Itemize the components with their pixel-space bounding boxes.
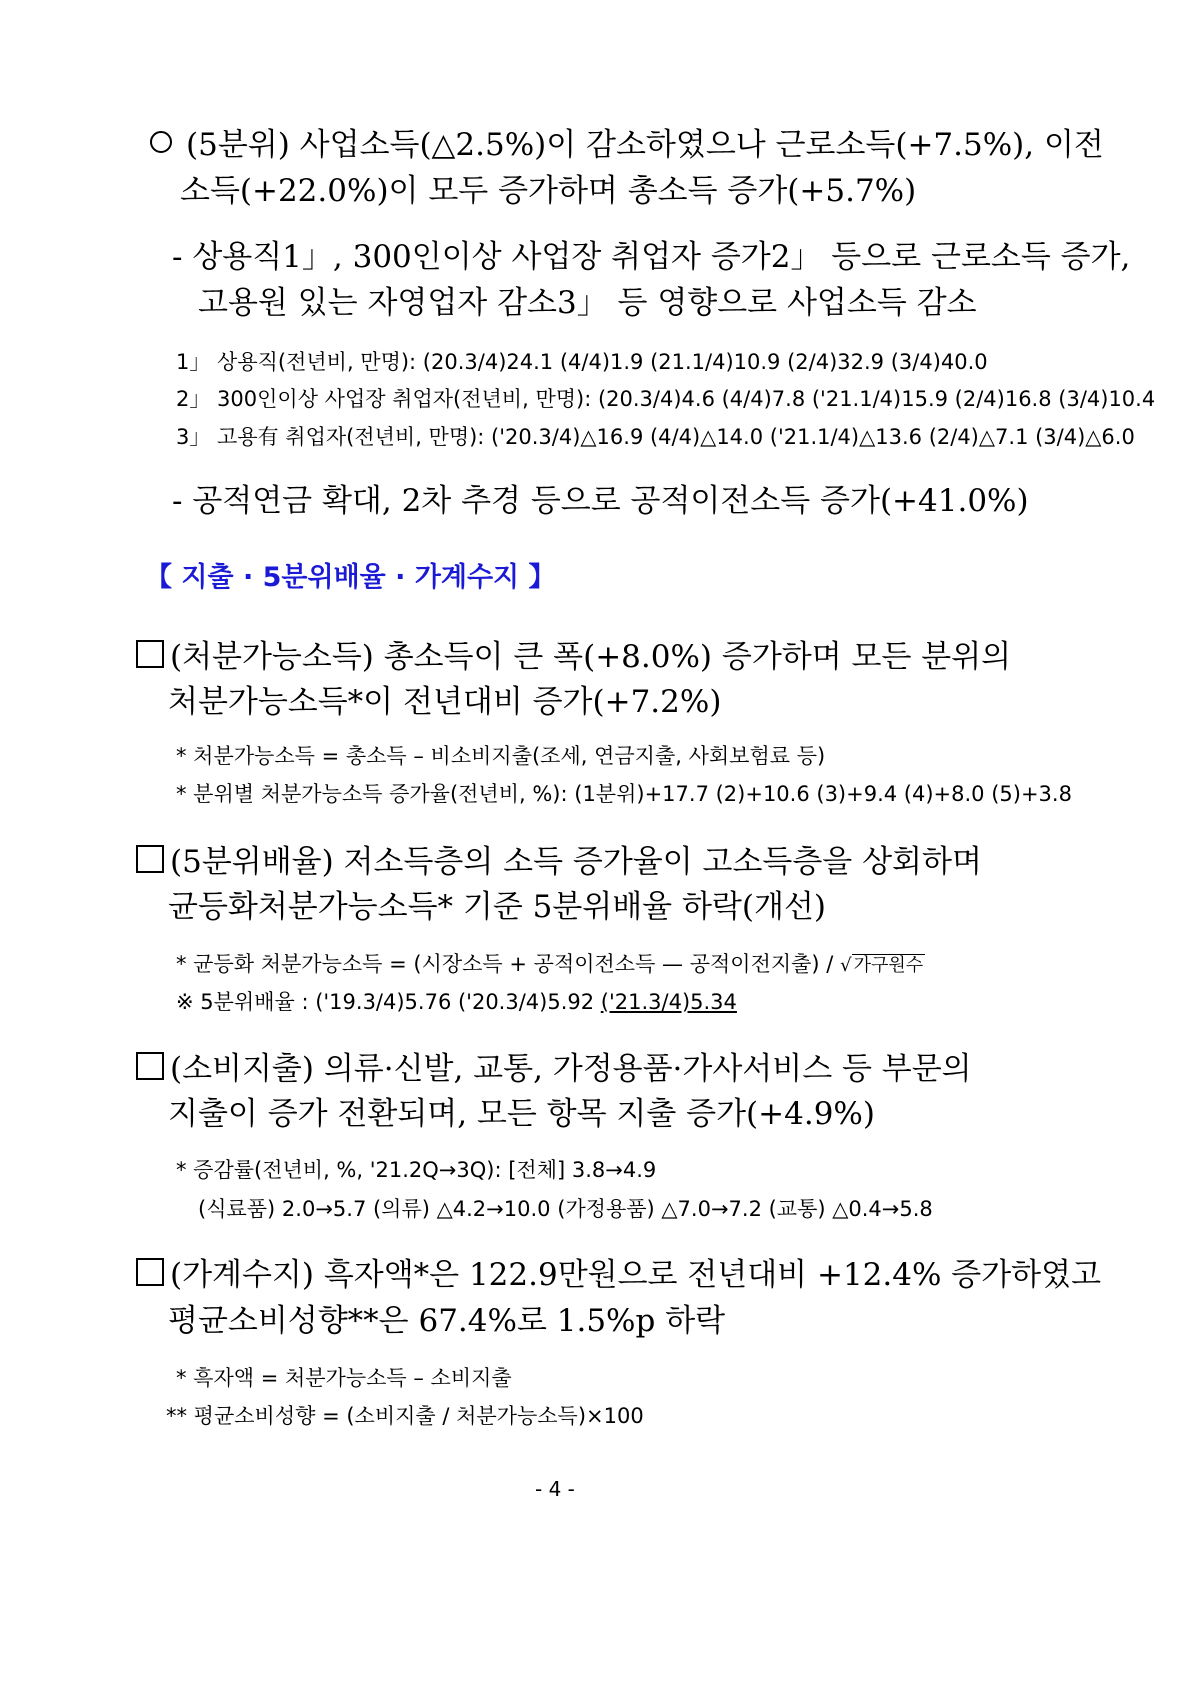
quintile-note-2-underlined: ('21.3/4)5.34: [600, 990, 737, 1014]
quintile-note-2: [176, 990, 737, 1014]
bullet-text: 사업소득(△2.5%)이 감소하였으나 근로소득(+7.5%), 이전: [299, 127, 1104, 163]
spending-note-2: (식료품) 2.0→5.7 (의류) △4.2→10.0 (가정용품) △7.0→7.2 (교통) △0.4→5.8: [198, 1197, 933, 1221]
checkbox-bullet-icon: [136, 1052, 164, 1080]
dash2-line: - 공적연금 확대, 2차 추경 등으로 공적이전소득 증가(+41.0%): [172, 483, 1029, 519]
balance-line1: [136, 1258, 1101, 1294]
bullet-prefix: (5분위): [186, 127, 290, 163]
quintile5-bullet-line2: 소득(+22.0%)이 모두 증가하며 총소득 증가(+5.7%): [180, 173, 917, 209]
checkbox-bullet-icon: [136, 845, 164, 873]
quintile-note-2-text: ※ 5분위배율 : ('19.3/4)5.76 ('20.3/4)5.92: [176, 990, 595, 1014]
checkbox-bullet-icon: [136, 640, 164, 668]
section-heading: 【 지출 · 5분위배율 · 가계수지 】: [145, 562, 556, 593]
balance-note-1: * 흑자액 = 처분가능소득 – 소비지출: [176, 1366, 512, 1390]
quintile-ratio-line1: [136, 845, 982, 881]
circle-bullet-icon: [150, 131, 172, 153]
quintile-note-1-text: * 균등화 처분가능소득 = (시장소득 + 공적이전소득 — 공적이전지출) /: [176, 952, 834, 976]
quintile-ratio-line1-text: (5분위배율) 저소득층의 소득 증가율이 고소득층을 상회하며: [170, 844, 982, 880]
disposable-line1: [136, 640, 1011, 676]
footnote-3: 3」 고용有 취업자(전년비, 만명): ('20.3/4)△16.9 (4/4)△14.0 ('21.1/4)△13.6 (2/4)△7.1 (3/4)△6.0: [176, 425, 1135, 449]
disposable-note-2: * 분위별 처분가능소득 증가율(전년비, %): (1분위)+17.7 (2)+10.6 (3)+9.4 (4)+8.0 (5)+3.8: [176, 782, 1072, 806]
spending-note-1: * 증감률(전년비, %, '21.2Q→3Q): [전체] 3.8→4.9: [176, 1158, 657, 1182]
disposable-note-1: * 처분가능소득 = 총소득 – 비소비지출(조세, 연금지출, 사회보험료 등): [176, 744, 826, 768]
sqrt-expression: √ 가구원수: [840, 955, 924, 976]
spending-line1: [136, 1052, 972, 1088]
balance-line2: 평균소비성향**은 67.4%로 1.5%p 하락: [168, 1303, 726, 1339]
quintile-ratio-line2: 균등화처분가능소득* 기준 5분위배율 하락(개선): [168, 889, 826, 925]
dash1-line2: 고용원 있는 자영업자 감소3」 등 영향으로 사업소득 감소: [198, 285, 977, 321]
sqrt-radicand: 가구원수: [853, 955, 924, 976]
footnote-1: 1」 상용직(전년비, 만명): (20.3/4)24.1 (4/4)1.9 (21.1/4)10.9 (2/4)32.9 (3/4)40.0: [176, 350, 988, 374]
quintile5-bullet-line1: [150, 128, 1104, 164]
footnote-2: 2」 300인이상 사업장 취업자(전년비, 만명): (20.3/4)4.6 (4/4)7.8 ('21.1/4)15.9 (2/4)16.8 (3/4)10.4: [176, 387, 1156, 411]
balance-line1-text: (가계수지) 흑자액*은 122.9만원으로 전년대비 +12.4% 증가하였고: [170, 1257, 1102, 1293]
dash1-line1: - 상용직1」, 300인이상 사업장 취업자 증가2」 등으로 근로소득 증가,: [172, 239, 1131, 275]
spending-line2: 지출이 증가 전환되며, 모든 항목 지출 증가(+4.9%): [168, 1096, 875, 1132]
page-number: - 4 -: [535, 1477, 575, 1501]
checkbox-bullet-icon: [136, 1258, 164, 1286]
balance-note-2: ** 평균소비성향 = (소비지출 / 처분가능소득)×100: [166, 1404, 644, 1428]
spending-line1-text: (소비지출) 의류·신발, 교통, 가정용품·가사서비스 등 부문의: [170, 1051, 972, 1087]
disposable-line2: 처분가능소득*이 전년대비 증가(+7.2%): [168, 684, 722, 720]
disposable-line1-text: (처분가능소득) 총소득이 큰 폭(+8.0%) 증가하며 모든 분위의: [170, 639, 1012, 675]
quintile-note-1: [176, 952, 925, 977]
